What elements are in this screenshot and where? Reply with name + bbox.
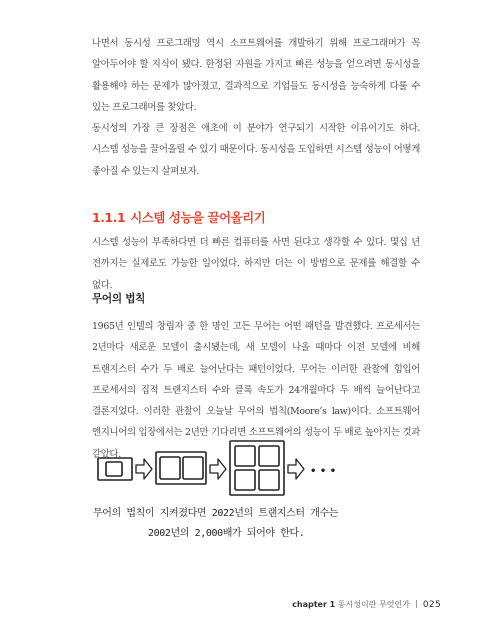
stage-1-one-square: [98, 458, 132, 480]
caption-line-2: 2002년의 2,000배가 되어야 한다.: [148, 528, 305, 539]
caption-line-1: 무어의 법칙이 지켜졌다면 2022년의 트랜지스터 개수는: [93, 508, 339, 519]
stage-3-four-squares: [230, 441, 284, 495]
paragraph-intro: 나면서 동시성 프로그래밍 역시 소프트웨어를 개발하기 위해 프로그래머가 꼭 알아두어야 할 지식이 됐다. 한정된 자원을 가지고 빠른 성능을 얻으려면 동시성을 활용해야 하는 문제가 많아졌고, 결과적으로 기업들도 동시성을 능숙하게 다룰 수 있는 프로그래머를 찾았다.: [92, 38, 420, 113]
section-heading: [92, 208, 265, 226]
page-number: 025: [422, 600, 441, 610]
subsection-heading: 무어의 법칙: [92, 293, 146, 305]
paragraph-performance: 시스템 성능이 부족하다면 더 빠른 컴퓨터를 사면 된다고 생각할 수 있다. 몇십 년 전까지는 실제로도 가능한 일이었다. 하지만 더는 이 방법으로 문제를 해결할 수 없다.: [92, 237, 420, 291]
arrow-right-icon: [210, 459, 226, 479]
stage-2-two-squares: [156, 452, 206, 484]
ellipsis: • • •: [310, 466, 337, 477]
page-footer: [292, 599, 441, 610]
arrow-right-icon: [288, 459, 304, 479]
arrow-right-icon: [136, 459, 152, 479]
footer-chapter: chapter 1: [292, 600, 336, 609]
paragraph-advantage: 동시성의 가장 큰 장점은 애초에 이 분야가 연구되기 시작한 이유이기도 하다. 시스템 성능을 끌어올릴 수 있기 때문이다. 동시성을 도입하면 시스템 성능이 어떻게 좋아질 수 있는지 살펴보자.: [92, 123, 420, 177]
section-number: 1.1.1: [92, 210, 126, 225]
transistor-growth-diagram: [96, 440, 346, 496]
section-title: 시스템 성능을 끌어올리기: [130, 210, 266, 225]
footer-chapter-title: 동시성이란 무엇인가: [337, 600, 410, 609]
footer-divider: [416, 600, 417, 608]
paragraph-moores-law: 1965년 인텔의 창립자 중 한 명인 고든 무어는 어떤 패턴을 발견했다. 프로세서는 2년마다 새로운 모델이 출시됐는데, 새 모델이 나올 때마다 이전 모델에 비해 트랜지스터 수가 두 배로 늘어난다는 패턴이었다. 무어는 이러한 관찰에 힘입어 프로세서의 집적 트랜지스터 수와 클록 속도가 24개월마다 두 배씩 늘어난다고 결론지었다. 이러한 관찰이 오늘날 무어의 법칙(Moore’s law)이다. 소프트웨어 엔지니어의 입장에서는 2년만 기다리면 소프트웨어의 성능이 두 배로 높아지는 것과 같았다.: [92, 321, 420, 460]
